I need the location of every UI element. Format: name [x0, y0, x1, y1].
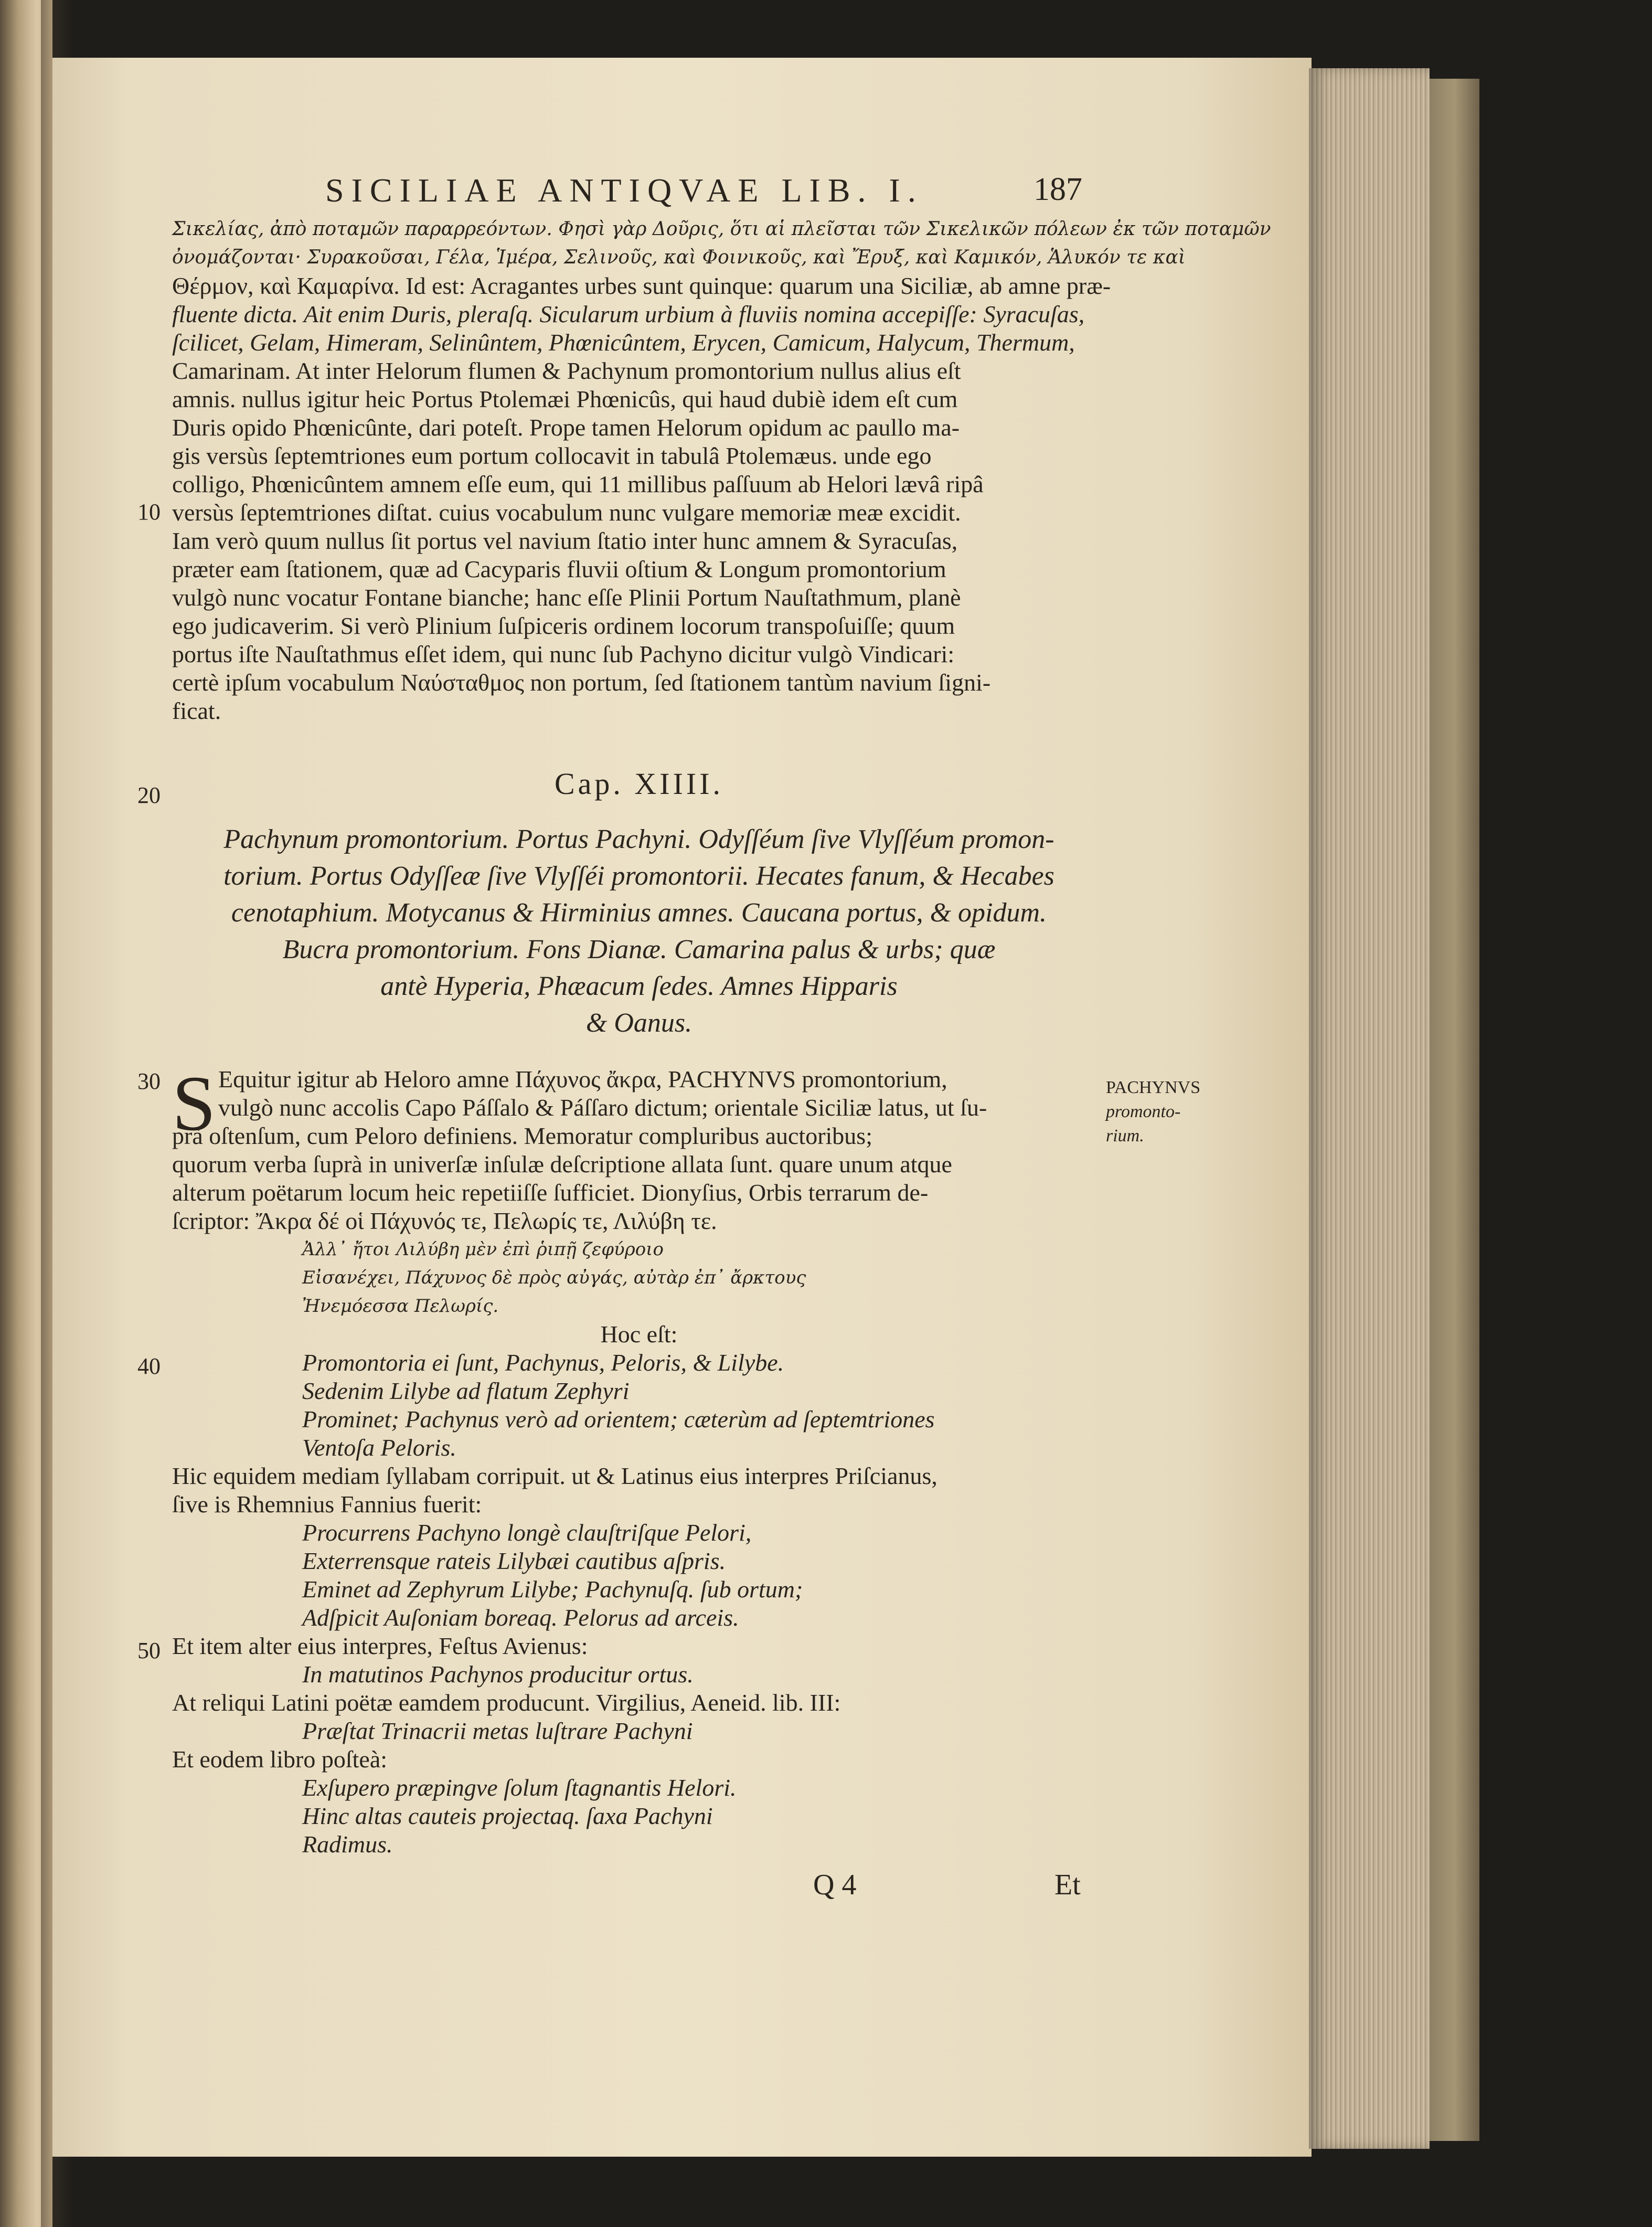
book-cover-edge: [1430, 79, 1479, 2141]
marginal-note: [1106, 1076, 1200, 1148]
summary-line: cenotaphium. Motycanus & Hirminius amnes. Caucana portus, & opidum.: [231, 898, 1047, 928]
line-number: 10: [137, 499, 161, 525]
running-head: SICILIAE ANTIQVAE LIB. I.: [325, 172, 923, 209]
verse-line: Ἀλλ᾽ ἤτοι Λιλύβη μὲν ἐπὶ ῥιπῇ ζεφύροιο: [302, 1239, 664, 1260]
verse-line: Εἰσανέχει, Πάχυνος δὲ πρὸς αὐγάς, αὐτὰρ ἐπ᾽ ἄρκτους: [302, 1267, 806, 1288]
line-number: 20: [137, 782, 161, 808]
verse-line: Radimus.: [302, 1831, 393, 1858]
verse-line: Præſtat Trinacrii metas luſtrare Pachyni: [302, 1717, 693, 1744]
page-number: 187: [1033, 172, 1082, 207]
verse-line: Exterrensque rateis Lilybæi cautibus aſpris.: [302, 1547, 726, 1574]
verse-line: Exſupero præpingve ſolum ſtagnantis Helori.: [302, 1774, 737, 1801]
text-line: ego judicaverim. Si verò Plinium ſuſpiceris ordinem locorum transpoſuiſſe; quum: [172, 612, 955, 639]
signature-mark: Q 4: [813, 1869, 857, 1901]
text-line: At reliqui Latini poëtæ eamdem producunt. Virgilius, Aeneid. lib. III:: [172, 1689, 841, 1716]
text-block-1: [172, 215, 1271, 725]
marginal-note-line: promonto-: [1106, 1102, 1181, 1121]
text-line: prà oſtenſum, cum Peloro definiens. Memoratur compluribus auctoribus;: [172, 1122, 872, 1149]
verse-line: In matutinos Pachynos producitur ortus.: [302, 1661, 694, 1688]
text-line: amnis. nullus igitur heic Portus Ptolemæi Phœnicûs, qui haud dubiè idem eſt cum: [172, 386, 958, 412]
text-line: colligo, Phœnicûntem amnem eſſe eum, qui 11 millibus paſſuum ab Helori lævâ ripâ: [172, 471, 984, 497]
verse-line: Ἠνεμόεσσα Πελωρίς.: [302, 1296, 499, 1317]
text-line: certè ipſum vocabulum Ναύσταθμος non portum, ſed ſtationem tantùm navium ſigni-: [172, 669, 991, 696]
chapter-title: Cap. XIIII.: [554, 767, 724, 801]
page-block-edge: [1309, 68, 1430, 2149]
text-line: ſive is Rhemnius Fannius fuerit:: [172, 1491, 482, 1518]
text-line: Hic equidem mediam ſyllabam corripuit. ut & Latinus eius interpres Priſcianus,: [172, 1462, 937, 1489]
text-line: Hoc eſt:: [600, 1321, 678, 1348]
text-line: quorum verba ſuprà in univerſæ inſulæ deſcriptione allata ſunt. quare unum atque: [172, 1151, 952, 1178]
summary-line: torium. Portus Odyſſeæ ſive Vlyſſéi promontorii. Hecates fanum, & Hecabes: [223, 861, 1054, 891]
text-line: Et item alter eius interpres, Feſtus Avienus:: [172, 1632, 588, 1659]
verse-line: Procurrens Pachyno longè clauſtriſque Pelori,: [302, 1519, 752, 1546]
text-line: fluente dicta. Ait enim Duris, pleraſq. Sicularum urbium à fluviis nomina accepiſſe: Syracuſas,: [172, 301, 1085, 327]
text-line: versùs ſeptemtriones diſtat. cuius vocabulum nunc vulgare memoriæ meæ excidit.: [172, 499, 961, 526]
text-line: Σικελίας, ἀπὸ ποταμῶν παραρρεόντων. Φησὶ γὰρ Δοῦρις, ὅτι αἱ πλεῖσται τῶν Σικελικῶν πόλεων ἐκ τῶν ποταμῶν: [172, 218, 1271, 240]
summary-line: Pachynum promontorium. Portus Pachyni. Odyſſéum ſive Vlyſſéum promon-: [223, 824, 1054, 854]
text-line: portus iſte Nauſtathmus eſſet idem, qui nunc ſub Pachyno dicitur vulgò Vindicari:: [172, 641, 955, 667]
text-line: Θέρμον, καὶ Καμαρίνα. Id est: Acragantes urbes sunt quinque: quarum una Siciliæ, ab amne præ-: [172, 272, 1111, 299]
summary-line: & Oanus.: [585, 1008, 692, 1038]
text-line: præter eam ſtationem, quæ ad Cacyparis fluvii oſtium & Longum promontorium: [172, 556, 946, 582]
verse-line: Ventoſa Peloris.: [302, 1434, 456, 1461]
text-line: alterum poëtarum locum heic repetiiſſe ſufficiet. Dionyſius, Orbis terrarum de-: [172, 1179, 929, 1206]
verse-line: Eminet ad Zephyrum Lilybe; Pachynuſq. ſub ortum;: [302, 1576, 803, 1603]
text-line: vulgò nunc accolis Capo Páſſalo & Páſſaro dictum; orientale Siciliæ latus, ut ſu-: [218, 1094, 987, 1121]
text-line: ſcilicet, Gelam, Himeram, Selinûntem, Phœnicûntem, Erycen, Camicum, Halycum, Thermum,: [172, 329, 1075, 356]
text-line: Iam verò quum nullus ſit portus vel navium ſtatio inter hunc amnem & Syracuſas,: [172, 527, 958, 554]
summary-line: Bucra promontorium. Fons Dianæ. Camarina palus & urbs; quæ: [282, 935, 996, 964]
text-line: gis versùs ſeptemtriones eum portum collocavit in tabulâ Ptolemæus. unde ego: [172, 442, 932, 469]
text-line: Et eodem libro poſteà:: [172, 1746, 388, 1773]
text-line: Equitur igitur ab Heloro amne Πάχυνος ἄκρα, PACHYNVS promontorium,: [218, 1066, 947, 1093]
text-line: ficat.: [172, 697, 221, 724]
line-number: 30: [137, 1068, 161, 1094]
text-block-2: [172, 1060, 1106, 1859]
catchword: Et: [1054, 1869, 1081, 1901]
text-line: Camarinam. At inter Helorum flumen & Pachynum promontorium nullus alius eſt: [172, 357, 961, 384]
verse-line: Prominet; Pachynus verò ad orientem; cæterùm ad ſeptemtriones: [302, 1406, 935, 1433]
text-line: Duris opido Phœnicûnte, dari poteſt. Prope tamen Helorum opidum ac paullo ma-: [172, 414, 960, 441]
chapter-summary: [172, 821, 1106, 1042]
verse-line: Sedenim Lilybe ad flatum Zephyri: [302, 1377, 630, 1404]
verse-line: Hinc altas cauteis projectaq. ſaxa Pachyni: [302, 1802, 713, 1829]
marginal-note-line: PACHYNVS: [1106, 1078, 1201, 1097]
line-number: 40: [137, 1353, 161, 1379]
marginal-note-line: rium.: [1106, 1126, 1144, 1146]
line-number: 50: [137, 1638, 161, 1663]
verse-line: Adſpicit Auſoniam boreaq. Pelorus ad arceis.: [302, 1604, 739, 1631]
verse-line: Promontoria ei ſunt, Pachynus, Peloris, & Lilybe.: [302, 1349, 784, 1376]
text-line: vulgò nunc vocatur Fontane bianche; hanc eſſe Plinii Portum Nauſtathmum, planè: [172, 584, 961, 611]
summary-line: antè Hyperia, Phæacum ſedes. Amnes Hipparis: [380, 971, 898, 1001]
text-line: ὀνομάζονται· Συρακοῦσαι, Γέλα, Ἱμέρα, Σελινοῦς, καὶ Φοινικοῦς, καὶ Ἔρυξ, καὶ Καμικόν, Ἁλυκόν τε καὶ: [172, 247, 1186, 268]
drop-cap: S: [172, 1060, 216, 1147]
text-line: ſcriptor: Ἄκρα δέ οἱ Πάχυνός τε, Πελωρίς τε, Λιλύβη τε.: [172, 1207, 717, 1234]
